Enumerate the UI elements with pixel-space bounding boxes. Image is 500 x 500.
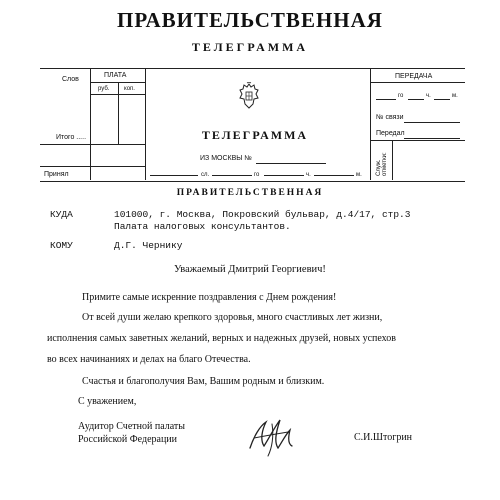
m-label-center: м. bbox=[356, 172, 362, 178]
russian-coat-of-arms-icon bbox=[238, 82, 260, 112]
letter-line-1: Примите самые искренние поздравления с Днем рождения! bbox=[82, 292, 337, 303]
m-label: м. bbox=[452, 93, 458, 99]
day-field bbox=[376, 90, 396, 100]
letter-line-3: исполнения самых заветных желаний, верных и надежных друзей, новых успехов bbox=[47, 333, 397, 344]
hour-field bbox=[408, 90, 424, 100]
form-divider bbox=[118, 82, 119, 144]
kuda-line-1: 101000, г. Москва, Покровский бульвар, д.4/17, стр.3 bbox=[114, 209, 411, 220]
letter-line-2: От всей души желаю крепкого здоровья, много счастливых лет жизни, bbox=[82, 312, 383, 323]
hour-field-center bbox=[264, 166, 304, 176]
go-label-center: го bbox=[254, 172, 260, 178]
kuda-line-2: Палата налоговых консультантов. bbox=[114, 221, 291, 232]
form-divider bbox=[90, 94, 145, 95]
prinyal-label: Принял bbox=[44, 171, 69, 178]
go-label: го bbox=[398, 93, 404, 99]
kuda-label: КУДА bbox=[50, 209, 73, 220]
peredal-field bbox=[404, 129, 460, 139]
letter-line-4: во всех начинаниях и делах на благо Отечества. bbox=[47, 354, 251, 365]
svyazi-field bbox=[404, 113, 460, 123]
komu-value: Д.Г. Чернику bbox=[114, 240, 183, 251]
sluzh-label: Служ. отметки: bbox=[376, 152, 388, 176]
salutation: Уважаемый Дмитрий Георгиевич! bbox=[174, 264, 326, 275]
komu-label: КОМУ bbox=[50, 240, 73, 251]
form-telegramma-title: ТЕЛЕГРАММА bbox=[201, 128, 309, 142]
iz-moskvy-label: ИЗ МОСКВЫ № bbox=[200, 155, 252, 162]
svyazi-label: № связи bbox=[376, 114, 404, 121]
form-divider bbox=[370, 82, 465, 83]
signer-position-line-2: Российской Федерации bbox=[78, 434, 178, 445]
ch-label: ч. bbox=[426, 93, 431, 99]
page-title: ПРАВИТЕЛЬСТВЕННАЯ bbox=[117, 8, 383, 32]
handwritten-signature-icon bbox=[244, 414, 300, 458]
plata-label: ПЛАТА bbox=[104, 72, 127, 79]
government-banner: ПРАВИТЕЛЬСТВЕННАЯ bbox=[176, 188, 324, 198]
form-divider bbox=[90, 82, 145, 83]
page-subtitle: ТЕЛЕГРАММА bbox=[191, 40, 309, 54]
date-field bbox=[212, 166, 252, 176]
rub-label: руб. bbox=[98, 86, 110, 92]
slov-label: Слов bbox=[62, 76, 79, 83]
itogo-label: Итого ..... bbox=[56, 134, 87, 141]
peredacha-label: ПЕРЕДАЧА bbox=[395, 73, 433, 80]
signer-position-line-1: Аудитор Счетной палаты bbox=[78, 421, 185, 432]
form-divider bbox=[40, 144, 145, 145]
kop-label: коп. bbox=[124, 86, 135, 92]
letter-line-5: Счастья и благополучия Вам, Вашим родным и близким. bbox=[82, 376, 325, 387]
peredal-label: Передал bbox=[376, 130, 405, 137]
form-divider bbox=[90, 68, 91, 180]
signer-name: С.И.Штогрин bbox=[354, 432, 413, 443]
form-divider bbox=[40, 166, 145, 167]
sl-label: сл. bbox=[201, 172, 210, 178]
form-divider bbox=[392, 140, 393, 180]
closing: С уважением, bbox=[78, 396, 137, 407]
words-field bbox=[150, 166, 198, 176]
form-divider bbox=[145, 68, 146, 180]
minute-field-center bbox=[314, 166, 354, 176]
minute-field bbox=[434, 90, 450, 100]
form-divider bbox=[370, 68, 371, 180]
ch-label-center: ч. bbox=[306, 172, 311, 178]
telegram-number-field bbox=[256, 154, 326, 164]
